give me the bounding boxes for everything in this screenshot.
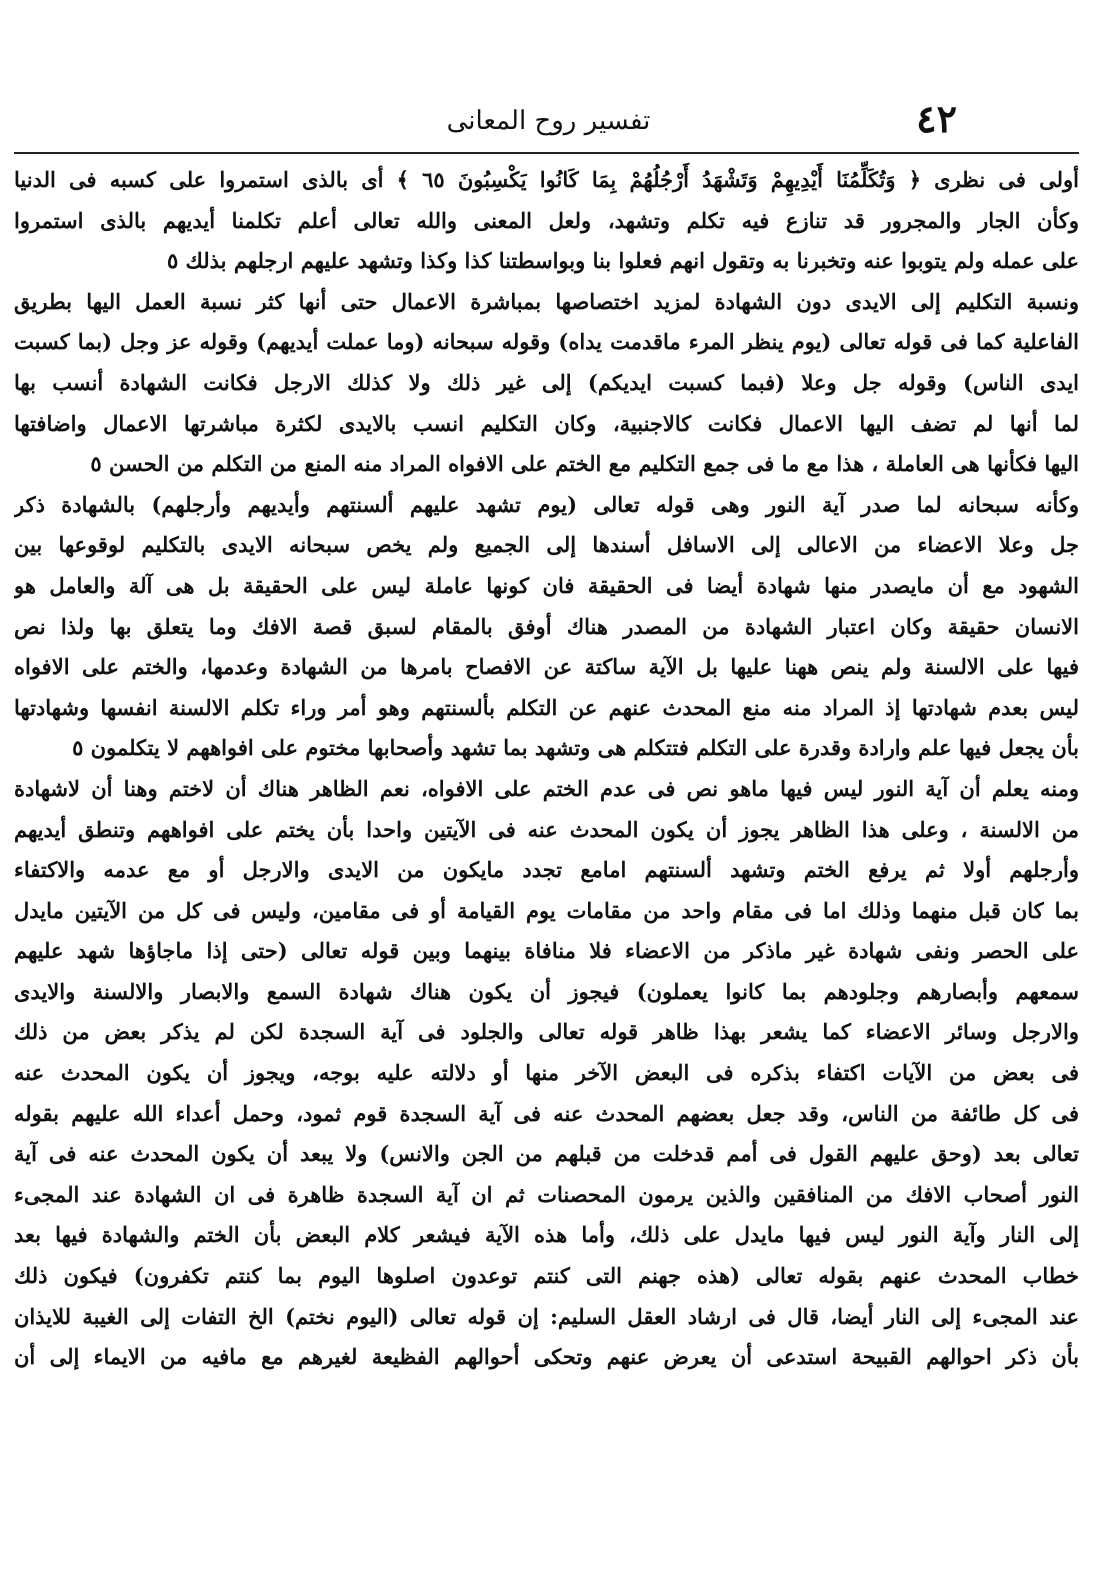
text-line: بأن يجعل فيها علم وارادة وقدرة على التكلم فتتكلم هى وتشهد بما تشهد وأصحابها مختوم على افواههم لا يتكلمون ٥ [72, 735, 1079, 761]
text-line: فيها على الالسنة ولم ينص ههنا عليها بل الآية ساكتة عن الافصاح بامرها من الشهادة وعدمها، والختم على الافواه [14, 654, 1079, 680]
text-line: خطاب المحدث عنهم بقوله تعالى (هذه جهنم التى كنتم توعدون اصلوها اليوم بما كنتم تكفرون) فيكون ذلك [14, 1263, 1079, 1289]
text-line: على عمله ولم يتوبوا عنه وتخبرنا به وتقول انهم فعلوا بنا وبواسطتنا كذا وكذا وتشهد عليهم ارجلهم بذلك ٥ [166, 248, 1079, 274]
text-line: جل وعلا الاعضاء من الاعالى إلى الاسافل أسندها إلى الجميع ولم يخص سبحانه الايدى بالتكليم لوقوعها بين [14, 532, 1079, 558]
text-line: فى بعض من الآيات اكتفاء بذكره فى البعض الآخر منها أو دلالته عليه بوجه، ويجوز أن يكون المحدث عنه [14, 1060, 1079, 1086]
text-line: بأن ذكر احوالهم القبيحة استدعى أن يعرض عنهم وتحكى أحوالهم الفظيعة لغيرهم مع مافيه من الايماء إلى أن [14, 1344, 1079, 1370]
text-line: أولى فى نظرى ﴿ وَتُكَلِّمُنَا أَيْدِيهِمْ وَتَشْهَدُ أَرْجُلُهُمْ بِمَا كَانُوا يَكْسِبُونَ ٦٥ ﴾ أى بالذى استمروا على كسبه فى الدنيا [14, 167, 1079, 192]
page-header [20, 95, 1077, 149]
text-line: تعالى بعد (وحق عليهم القول فى أمم قدخلت من قبلهم من الجن والانس) ولا يبعد أن يكون المحدث عنه فى آية [14, 1141, 1079, 1167]
text-line: الفاعلية كما فى قوله تعالى (يوم ينظر المرء ماقدمت يداه) وقوله سبحانه (وما عملت أيديهم) وقوله عز وجل (بما كسبت [14, 329, 1079, 355]
text-line: اليها فكأنها هى العاملة ، هذا مع ما فى جمع التكليم مع الختم على الافواه المراد منه المنع من التكلم من الحسن ٥ [90, 451, 1079, 477]
text-line: بما كان قبل منهما وذلك اما فى مقام واحد من مقامات يوم القيامة أو فى مقامين، وليس فى كل من الآيتين مايدل [14, 897, 1079, 923]
text-line: سمعهم وأبصارهم وجلودهم بما كانوا يعملون) فيجوز أن يكون هناك شهادة السمع والابصار والالسنة والايدى [14, 978, 1079, 1004]
text-line: ونسبة التكليم إلى الايدى دون الشهادة لمزيد اختصاصها بمباشرة الاعمال حتى أنها كثر نسبة العمل اليها بطريق [14, 288, 1079, 314]
body-text [14, 160, 1079, 1378]
text-line: النور أصحاب الافك من المنافقين والذين يرمون المحصنات ثم ان آية السجدة ظاهرة فى ان الشهادة عند المجىء [14, 1181, 1079, 1207]
text-line: وأرجلهم أولا ثم يرفع الختم وتشهد ألسنتهم امامع تجدد مايكون من الايدى والارجل أو مع عدمه والاكتفاء [14, 857, 1079, 883]
text-line: ليس بعدم شهادتها إذ المراد منه منع المحدث عنهم عن التكلم بألسنتهم وهو أمر وراء تكلم الالسنة انفسها وشهادتها [14, 694, 1079, 720]
text-line: إلى النار وآية النور ليس فيها مايدل على ذلك، وأما هذه الآية فيشعر كلام البعض بأن الختم والشهادة فيها بعد [14, 1222, 1079, 1248]
text-line: ايدى الناس) وقوله جل وعلا (فبما كسبت ايديكم) إلى غير ذلك ولا كذلك الارجل فكانت الشهادة أنسب بها [14, 369, 1079, 395]
text-line: عند المجىء إلى النار أيضا، قال فى ارشاد العقل السليم: إن قوله تعالى (اليوم نختم) الخ التفات إلى الغيبة للايذان [14, 1303, 1079, 1329]
text-line: على الحصر ونفى شهادة غير ماذكر من الاعضاء فلا منافاة بينهما وبين قوله تعالى (حتى إذا ماجاؤها شهد عليهم [14, 938, 1079, 964]
header-rule [14, 152, 1079, 154]
text-line: وكأنه سبحانه لما صدر آية النور وهى قوله تعالى (يوم تشهد عليهم ألسنتهم وأيديهم وأرجلهم) بالشهادة ذكر [14, 491, 1079, 517]
page-number: ٤٢ [916, 96, 957, 141]
text-line: من الالسنة ، وعلى هذا الظاهر يجوز أن يكون المحدث عنه فى الآيتين واحدا بأن يختم على افواههم وتنطق أيديهم [14, 816, 1079, 842]
running-title: تفسير روح المعانى [446, 106, 651, 136]
text-line: والارجل وسائر الاعضاء كما يشعر بهذا ظاهر قوله تعالى والجلود فى آية السجدة لكن لم يذكر بعض من ذلك [14, 1019, 1079, 1045]
text-line: ومنه يعلم أن آية النور ليس فيها ماهو نص فى عدم الختم على الافواه، نعم الظاهر هناك أن لاختم وهنا أن لاشهادة [14, 775, 1079, 801]
text-line: وكأن الجار والمجرور قد تنازع فيه تكلم وتشهد، ولعل المعنى والله تعالى أعلم تكلمنا أيديهم بالذى استمروا [14, 207, 1079, 233]
text-line: الانسان حقيقة وكان اعتبار الشهادة من المصدر هناك أوفق بالمقام لسبق قصة الافك وما يتعلق بها ولذا نص [14, 613, 1079, 639]
text-line: فى كل طائفة من الناس، وقد جعل بعضهم المحدث عنه فى آية السجدة قوم ثمود، وحمل أعداء الله عليهم بقوله [14, 1100, 1079, 1126]
text-line: لما أنها لم تضف اليها الاعمال فكانت كالاجنبية، وكان التكليم انسب بالايدى لكثرة مباشرتها الاعمال واضافتها [14, 410, 1079, 436]
text-line: الشهود مع أن مايصدر منها شهادة أيضا فى الحقيقة فان كونها عاملة ليس على الحقيقة بل هى آلة والعامل هو [14, 572, 1079, 598]
